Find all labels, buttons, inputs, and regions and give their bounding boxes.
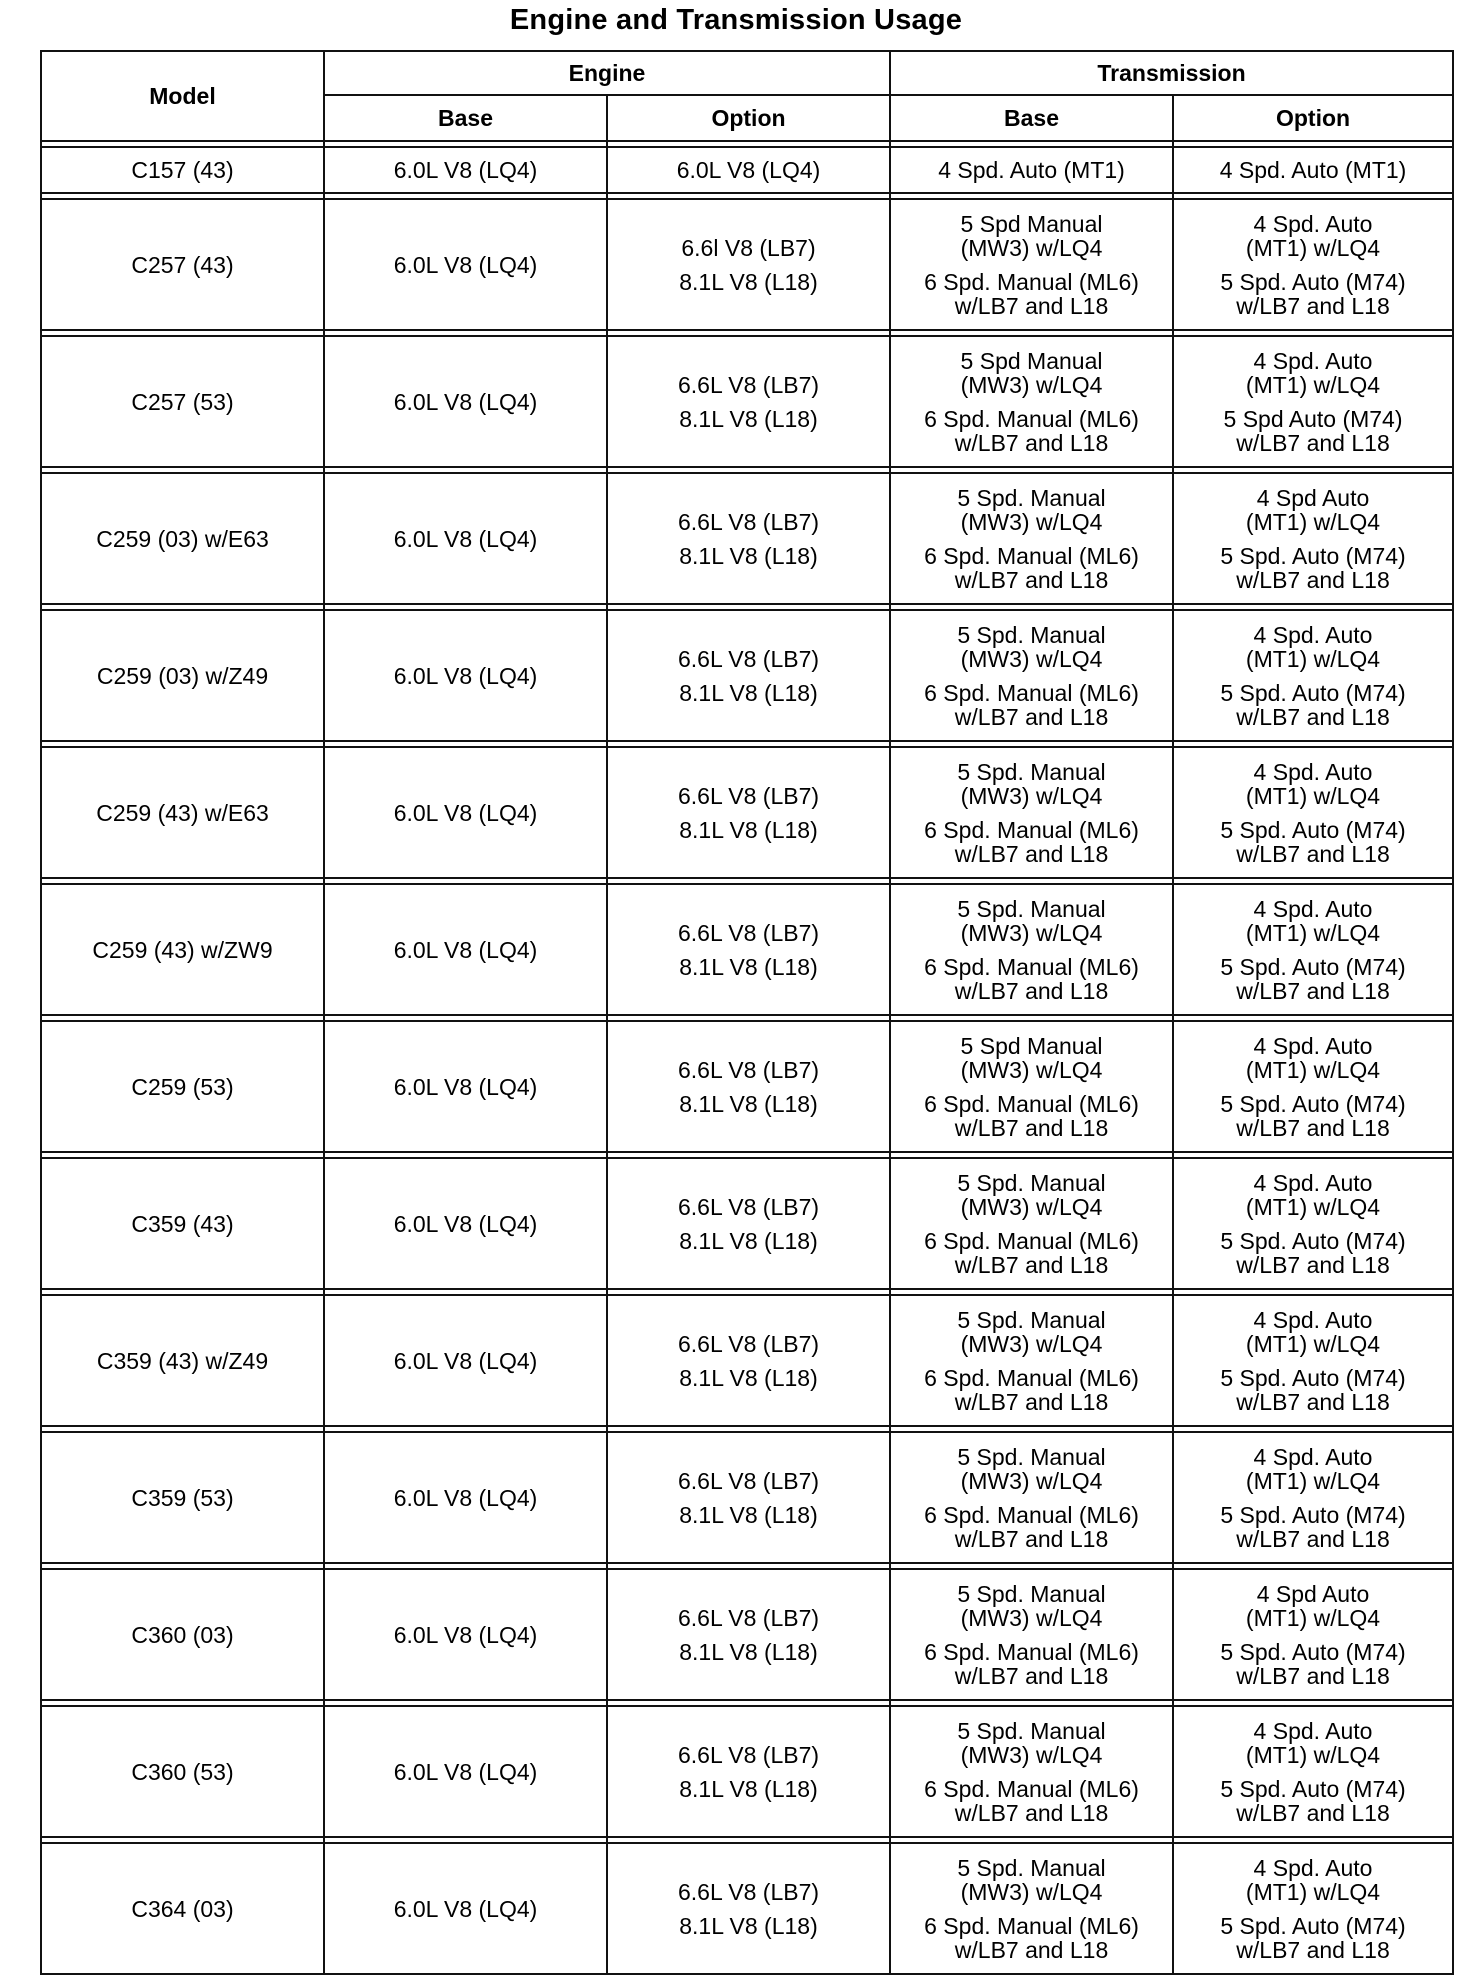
cell-line: 6.6L V8 (LB7)	[677, 782, 820, 809]
cell-line: 4 Spd. Auto	[1253, 621, 1373, 648]
cell-line: 4 Spd. Auto	[1253, 1306, 1373, 1333]
cell-trans-base	[890, 610, 1173, 741]
cell-line: 4 Spd Auto	[1256, 1580, 1370, 1607]
cell-line: 5 Spd Manual	[960, 347, 1103, 374]
cell-engine-option	[607, 473, 890, 604]
cell-line: 5 Spd. Auto (M74)	[1220, 1912, 1406, 1939]
cell-engine-option	[607, 336, 890, 467]
cell-line: 5 Spd. Auto (M74)	[1220, 816, 1406, 843]
cell-line: 5 Spd Manual	[960, 1032, 1103, 1059]
cell-line: 6.6L V8 (LB7)	[677, 1193, 820, 1220]
cell-line: 5 Spd. Auto (M74)	[1220, 1638, 1406, 1665]
cell-engine-base: 6.0L V8 (LQ4)	[324, 1706, 607, 1837]
cell-line: 8.1L V8 (L18)	[679, 816, 818, 843]
cell-line: 6.6L V8 (LB7)	[677, 1467, 820, 1494]
cell-model: C259 (43) w/E63	[41, 747, 324, 878]
cell-line: (MT1) w/LQ4	[1245, 1056, 1381, 1083]
table-row	[41, 610, 1453, 741]
cell-line: (MW3) w/LQ4	[960, 371, 1103, 398]
cell-line: 5 Spd. Auto (M74)	[1220, 1501, 1406, 1528]
cell-engine-option	[607, 747, 890, 878]
cell-line: (MT1) w/LQ4	[1245, 371, 1381, 398]
cell-line: 8.1L V8 (L18)	[679, 1364, 818, 1391]
cell-line: 6 Spd. Manual (ML6)	[924, 1090, 1139, 1117]
cell-trans-base	[890, 473, 1173, 604]
cell-line: (MW3) w/LQ4	[960, 782, 1103, 809]
cell-line: w/LB7 and L18	[1236, 1662, 1390, 1689]
cell-trans-base	[890, 884, 1173, 1015]
cell-model: C359 (53)	[41, 1432, 324, 1563]
header-engine-base: Base	[324, 95, 607, 141]
cell-line: 8.1L V8 (L18)	[679, 268, 818, 295]
cell-line: 4 Spd. Auto	[1253, 1032, 1373, 1059]
cell-line: w/LB7 and L18	[1236, 840, 1390, 867]
cell-line: 8.1L V8 (L18)	[679, 679, 818, 706]
cell-model: C257 (43)	[41, 199, 324, 330]
table-row	[41, 1569, 1453, 1700]
cell-line: 4 Spd. Auto	[1253, 1169, 1373, 1196]
cell-trans-base	[890, 1843, 1173, 1974]
cell-trans-option	[1173, 1158, 1453, 1289]
header-engine-option: Option	[607, 95, 890, 141]
cell-line: 4 Spd. Auto (MT1)	[938, 157, 1125, 183]
table-row	[41, 1158, 1453, 1289]
cell-line: 5 Spd. Manual	[957, 758, 1106, 785]
cell-engine-base: 6.0L V8 (LQ4)	[324, 147, 607, 193]
cell-line: 6.6L V8 (LB7)	[677, 919, 820, 946]
cell-model: C259 (03) w/Z49	[41, 610, 324, 741]
usage-table	[40, 50, 1454, 1975]
cell-line: 8.1L V8 (L18)	[679, 1775, 818, 1802]
cell-line: 5 Spd. Auto (M74)	[1220, 542, 1406, 569]
table-row	[41, 336, 1453, 467]
cell-line: 6 Spd. Manual (ML6)	[924, 679, 1139, 706]
cell-engine-option	[607, 1706, 890, 1837]
cell-line: 6.6L V8 (LB7)	[677, 508, 820, 535]
cell-line: 5 Spd. Manual	[957, 1443, 1106, 1470]
cell-line: 4 Spd. Auto	[1253, 1717, 1373, 1744]
header-model: Model	[41, 51, 324, 141]
cell-engine-option	[607, 147, 890, 193]
cell-line: 5 Spd. Auto (M74)	[1220, 953, 1406, 980]
cell-trans-option	[1173, 473, 1453, 604]
cell-trans-base	[890, 1432, 1173, 1563]
cell-engine-base: 6.0L V8 (LQ4)	[324, 336, 607, 467]
cell-line: (MW3) w/LQ4	[960, 1056, 1103, 1083]
table-row	[41, 1706, 1453, 1837]
cell-engine-base: 6.0L V8 (LQ4)	[324, 199, 607, 330]
cell-engine-option	[607, 1843, 890, 1974]
cell-engine-base: 6.0L V8 (LQ4)	[324, 884, 607, 1015]
page-title: Engine and Transmission Usage	[509, 4, 963, 36]
cell-engine-option	[607, 1158, 890, 1289]
table-row	[41, 1021, 1453, 1152]
cell-model: C259 (03) w/E63	[41, 473, 324, 604]
cell-line: 6.0L V8 (LQ4)	[676, 157, 821, 183]
cell-trans-option	[1173, 1021, 1453, 1152]
table-row	[41, 473, 1453, 604]
cell-line: 4 Spd. Auto	[1253, 347, 1373, 374]
cell-trans-option	[1173, 747, 1453, 878]
cell-line: 5 Spd. Auto (M74)	[1220, 1775, 1406, 1802]
cell-trans-option	[1173, 336, 1453, 467]
cell-line: 8.1L V8 (L18)	[679, 1912, 818, 1939]
cell-line: 6.6L V8 (LB7)	[677, 371, 820, 398]
cell-line: 6.6L V8 (LB7)	[677, 1604, 820, 1631]
cell-line: 4 Spd. Auto	[1253, 1443, 1373, 1470]
cell-trans-option	[1173, 884, 1453, 1015]
cell-line: 5 Spd. Auto (M74)	[1220, 268, 1406, 295]
cell-line: 8.1L V8 (L18)	[679, 542, 818, 569]
cell-model: C157 (43)	[41, 147, 324, 193]
table-row	[41, 199, 1453, 330]
cell-line: w/LB7 and L18	[1236, 1114, 1390, 1141]
cell-line: 5 Spd. Manual	[957, 1306, 1106, 1333]
table-row	[41, 1843, 1453, 1974]
cell-line: (MW3) w/LQ4	[960, 234, 1103, 261]
cell-trans-base	[890, 1158, 1173, 1289]
cell-line: w/LB7 and L18	[954, 1251, 1109, 1278]
cell-engine-base: 6.0L V8 (LQ4)	[324, 1158, 607, 1289]
cell-line: 5 Spd Auto (M74)	[1223, 405, 1403, 432]
cell-line: 5 Spd. Auto (M74)	[1220, 1227, 1406, 1254]
cell-model: C359 (43)	[41, 1158, 324, 1289]
cell-line: 5 Spd. Manual	[957, 484, 1106, 511]
cell-line: 6 Spd. Manual (ML6)	[924, 542, 1139, 569]
cell-engine-option	[607, 1021, 890, 1152]
cell-line: 4 Spd. Auto (MT1)	[1219, 157, 1407, 183]
cell-line: w/LB7 and L18	[954, 292, 1109, 319]
cell-line: (MW3) w/LQ4	[960, 1878, 1103, 1905]
header-trans-base: Base	[890, 95, 1173, 141]
cell-trans-option	[1173, 1843, 1453, 1974]
cell-model: C259 (43) w/ZW9	[41, 884, 324, 1015]
cell-line: w/LB7 and L18	[954, 703, 1109, 730]
cell-line: (MT1) w/LQ4	[1245, 1193, 1381, 1220]
cell-line: w/LB7 and L18	[954, 1114, 1109, 1141]
cell-trans-option	[1173, 147, 1453, 193]
cell-line: w/LB7 and L18	[1236, 1525, 1390, 1552]
table-row	[41, 747, 1453, 878]
cell-line: w/LB7 and L18	[1236, 703, 1390, 730]
cell-line: 5 Spd. Auto (M74)	[1220, 1090, 1406, 1117]
cell-model: C257 (53)	[41, 336, 324, 467]
cell-line: w/LB7 and L18	[954, 977, 1109, 1004]
cell-line: (MW3) w/LQ4	[960, 1193, 1103, 1220]
cell-line: (MW3) w/LQ4	[960, 1330, 1103, 1357]
cell-line: (MW3) w/LQ4	[960, 919, 1103, 946]
cell-engine-base: 6.0L V8 (LQ4)	[324, 1295, 607, 1426]
cell-line: w/LB7 and L18	[954, 1525, 1109, 1552]
cell-trans-option	[1173, 199, 1453, 330]
cell-line: w/LB7 and L18	[1236, 1799, 1390, 1826]
cell-line: (MT1) w/LQ4	[1245, 782, 1381, 809]
cell-line: 4 Spd Auto	[1256, 484, 1370, 511]
cell-line: 5 Spd Manual	[960, 210, 1103, 237]
cell-line: (MW3) w/LQ4	[960, 1467, 1103, 1494]
cell-engine-option	[607, 1295, 890, 1426]
cell-line: 4 Spd. Auto	[1253, 895, 1373, 922]
cell-line: (MT1) w/LQ4	[1245, 1330, 1381, 1357]
cell-line: w/LB7 and L18	[1236, 292, 1390, 319]
cell-line: w/LB7 and L18	[954, 1936, 1109, 1963]
cell-line: 5 Spd. Auto (M74)	[1220, 679, 1406, 706]
cell-trans-base	[890, 199, 1173, 330]
cell-trans-option	[1173, 1295, 1453, 1426]
cell-line: 6.6L V8 (LB7)	[677, 1878, 820, 1905]
cell-line: w/LB7 and L18	[954, 840, 1109, 867]
cell-trans-base	[890, 1569, 1173, 1700]
cell-line: (MW3) w/LQ4	[960, 1604, 1103, 1631]
cell-line: 6 Spd. Manual (ML6)	[924, 1775, 1139, 1802]
cell-line: 6 Spd. Manual (ML6)	[924, 1227, 1139, 1254]
cell-line: 6 Spd. Manual (ML6)	[924, 405, 1139, 432]
cell-line: 5 Spd. Manual	[957, 1854, 1106, 1881]
cell-line: w/LB7 and L18	[1236, 566, 1390, 593]
cell-engine-base: 6.0L V8 (LQ4)	[324, 610, 607, 741]
cell-line: w/LB7 and L18	[954, 1662, 1109, 1689]
cell-line: 5 Spd. Manual	[957, 1717, 1106, 1744]
table-row	[41, 147, 1453, 193]
cell-line: 6 Spd. Manual (ML6)	[924, 953, 1139, 980]
cell-engine-base: 6.0L V8 (LQ4)	[324, 473, 607, 604]
cell-line: 5 Spd. Manual	[957, 1580, 1106, 1607]
cell-engine-option	[607, 199, 890, 330]
header-row-top	[41, 51, 1453, 95]
cell-line: (MT1) w/LQ4	[1245, 1467, 1381, 1494]
cell-trans-base	[890, 1021, 1173, 1152]
cell-line: w/LB7 and L18	[1236, 1388, 1390, 1415]
table-header	[41, 51, 1453, 141]
cell-line: w/LB7 and L18	[1236, 977, 1390, 1004]
table-row	[41, 1295, 1453, 1426]
cell-line: w/LB7 and L18	[954, 1388, 1109, 1415]
cell-line: (MT1) w/LQ4	[1245, 919, 1381, 946]
cell-line: 6.6L V8 (LB7)	[677, 1330, 820, 1357]
cell-line: (MT1) w/LQ4	[1245, 508, 1381, 535]
cell-line: 6 Spd. Manual (ML6)	[924, 1501, 1139, 1528]
cell-line: w/LB7 and L18	[954, 429, 1109, 456]
cell-line: 6 Spd. Manual (ML6)	[924, 268, 1139, 295]
cell-line: w/LB7 and L18	[954, 566, 1109, 593]
cell-line: (MT1) w/LQ4	[1245, 645, 1381, 672]
cell-model: C359 (43) w/Z49	[41, 1295, 324, 1426]
cell-line: 8.1L V8 (L18)	[679, 953, 818, 980]
cell-line: 5 Spd. Manual	[957, 621, 1106, 648]
header-engine: Engine	[324, 51, 890, 95]
cell-line: 8.1L V8 (L18)	[679, 1638, 818, 1665]
cell-engine-option	[607, 1432, 890, 1563]
cell-line: 6.6L V8 (LB7)	[677, 645, 820, 672]
cell-line: 5 Spd. Auto (M74)	[1220, 1364, 1406, 1391]
cell-line: (MT1) w/LQ4	[1245, 1604, 1381, 1631]
cell-line: 6 Spd. Manual (ML6)	[924, 1912, 1139, 1939]
cell-model: C259 (53)	[41, 1021, 324, 1152]
cell-model: C360 (03)	[41, 1569, 324, 1700]
cell-line: (MW3) w/LQ4	[960, 508, 1103, 535]
cell-engine-base: 6.0L V8 (LQ4)	[324, 747, 607, 878]
cell-line: (MW3) w/LQ4	[960, 1741, 1103, 1768]
cell-line: 5 Spd. Manual	[957, 895, 1106, 922]
cell-line: 5 Spd. Manual	[957, 1169, 1106, 1196]
cell-line: (MT1) w/LQ4	[1245, 1878, 1381, 1905]
cell-engine-option	[607, 610, 890, 741]
cell-line: 8.1L V8 (L18)	[679, 1501, 818, 1528]
cell-engine-base: 6.0L V8 (LQ4)	[324, 1021, 607, 1152]
cell-line: 6 Spd. Manual (ML6)	[924, 816, 1139, 843]
cell-engine-option	[607, 1569, 890, 1700]
cell-trans-base	[890, 747, 1173, 878]
cell-engine-base: 6.0L V8 (LQ4)	[324, 1569, 607, 1700]
cell-line: w/LB7 and L18	[954, 1799, 1109, 1826]
cell-line: (MW3) w/LQ4	[960, 645, 1103, 672]
cell-line: 4 Spd. Auto	[1253, 758, 1373, 785]
cell-line: 6 Spd. Manual (ML6)	[924, 1364, 1139, 1391]
cell-line: (MT1) w/LQ4	[1245, 1741, 1381, 1768]
cell-line: 8.1L V8 (L18)	[679, 1227, 818, 1254]
cell-line: 6 Spd. Manual (ML6)	[924, 1638, 1139, 1665]
cell-trans-option	[1173, 1432, 1453, 1563]
cell-line: 6.6L V8 (LB7)	[677, 1056, 820, 1083]
cell-engine-base: 6.0L V8 (LQ4)	[324, 1432, 607, 1563]
cell-line: (MT1) w/LQ4	[1245, 234, 1381, 261]
cell-line: 6.6l V8 (LB7)	[681, 234, 816, 261]
cell-line: 4 Spd. Auto	[1253, 1854, 1373, 1881]
cell-trans-option	[1173, 1569, 1453, 1700]
cell-line: 8.1L V8 (L18)	[679, 1090, 818, 1117]
cell-engine-option	[607, 884, 890, 1015]
table-row	[41, 884, 1453, 1015]
header-trans-option: Option	[1173, 95, 1453, 141]
cell-line: w/LB7 and L18	[1236, 1936, 1390, 1963]
cell-trans-base	[890, 1295, 1173, 1426]
cell-model: C360 (53)	[41, 1706, 324, 1837]
cell-trans-option	[1173, 610, 1453, 741]
cell-line: 4 Spd. Auto	[1253, 210, 1373, 237]
table-body	[41, 141, 1453, 1974]
cell-line: w/LB7 and L18	[1236, 1251, 1390, 1278]
cell-model: C364 (03)	[41, 1843, 324, 1974]
table-row	[41, 1432, 1453, 1563]
cell-trans-base	[890, 1706, 1173, 1837]
cell-trans-base	[890, 336, 1173, 467]
cell-engine-base: 6.0L V8 (LQ4)	[324, 1843, 607, 1974]
cell-trans-option	[1173, 1706, 1453, 1837]
cell-line: 8.1L V8 (L18)	[679, 405, 818, 432]
header-transmission: Transmission	[890, 51, 1453, 95]
cell-trans-base	[890, 147, 1173, 193]
cell-line: 6.6L V8 (LB7)	[677, 1741, 820, 1768]
cell-line: w/LB7 and L18	[1236, 429, 1390, 456]
